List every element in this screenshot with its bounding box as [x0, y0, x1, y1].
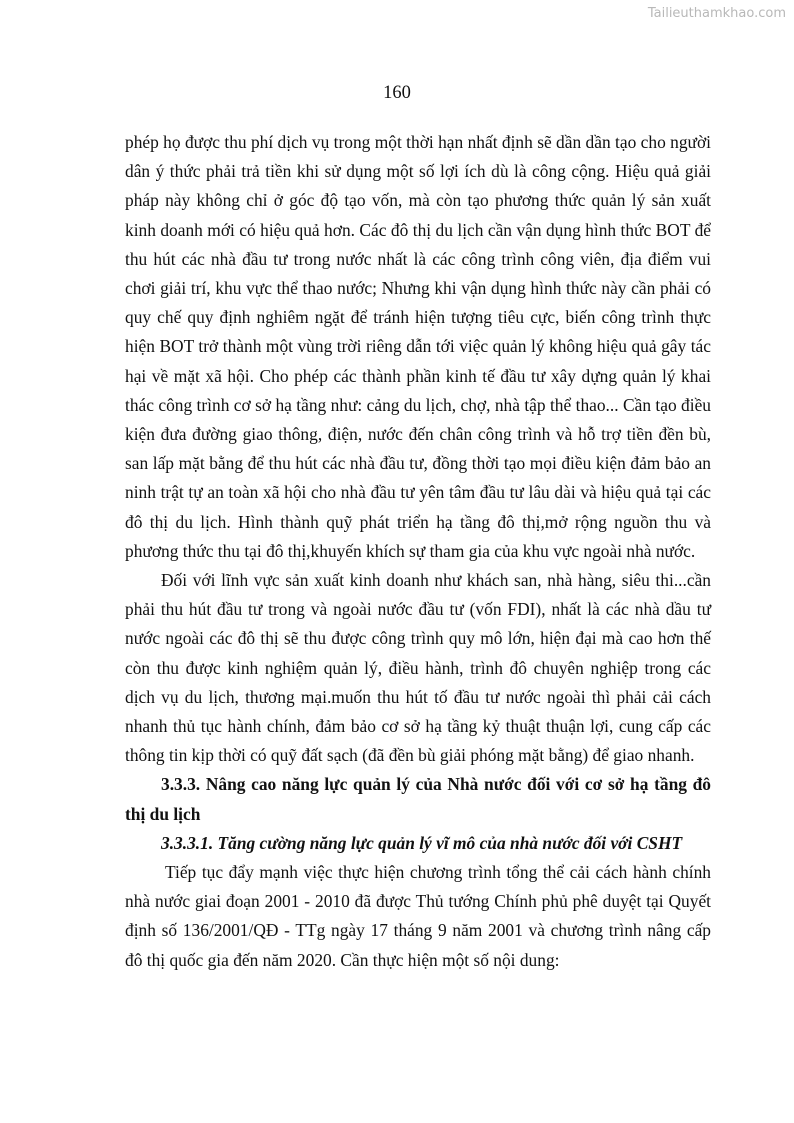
page-number: 160	[383, 83, 411, 103]
section-heading-3-3-3: 3.3.3. Nâng cao năng lực quản lý của Nhà nước đối với cơ sở hạ tầng đô thị du lịch	[125, 774, 711, 824]
subsection-heading-3-3-3-1: 3.3.3.1. Tăng cường năng lực quản lý vĩ mô của nhà nước đối với CSHT	[161, 832, 683, 853]
watermark: Tailieuthamkhao.com	[647, 6, 786, 21]
paragraph-fdi-investment: Đối với lĩnh vực sản xuất kinh doanh như khách san, nhà hàng, siêu thi...cần phải thu hút đầu tư trong và ngoài nước đầu tư (vốn FDI), nhất là các nhà dầu tư nước ngoài các đô thị sẽ thu được công trình quy mô lớn, hiện đại mà cao hơn thế còn thu được kinh nghiệm quản lý, điều hành, trình đô chuyên nghiệp trong các dịch vụ du lịch, thương mại.muốn thu hút tố đầu tư nước ngoài thì phải cải cách nhanh thủ tục hành chính, đảm bảo cơ sở hạ tầng kỷ thuật thuận lợi, cung cấp các thông tin kịp thời có quỹ đất sạch (đã đền bù giải phóng mặt bằng) để giao nhanh.	[125, 570, 711, 766]
document-body	[125, 128, 711, 975]
paragraph-bot-financing: phép họ được thu phí dịch vụ trong một thời hạn nhất định sẽ dần dần tạo cho người dân ý thức phải trả tiền khi sử dụng một số lợi ích dù là công cộng. Hiệu quả giải pháp này không chỉ ở góc độ tạo vốn, mà còn tạo phương thức quản lý sản xuất kinh doanh mới có hiệu quả hơn. Các đô thị du lịch cần vận dụng hình thức BOT để thu hút các nhà đầu tư trong nước nhất là các công trình công viên, địa điểm vui chơi giải trí, khu vực thể thao nước; Nhưng khi vận dụng hình thức này cần phải có quy chế quy định nghiêm ngặt để tránh hiện tượng tiêu cực, biến công trình thực hiện BOT trở thành một vùng trời riêng dẫn tới việc quản lý không hiệu quả gây tác hại về mặt xã hội. Cho phép các thành phần kinh tế đầu tư xây dựng quản lý khai thác công trình cơ sở hạ tầng như: cảng du lịch, chợ, nhà tập thể thao... Cần tạo điều kiện đưa đường giao thông, điện, nước đến chân công trình và hỗ trợ tiền đền bù, san lấp mặt bằng để thu hút các nhà đầu tư, đồng thời tạo mọi điều kiện đảm bảo an ninh trật tự an toàn xã hội cho nhà đầu tư yên tâm đầu tư lâu dài và hiệu quả tại các đô thị du lịch. Hình thành quỹ phát triển hạ tầng đô thị,mở rộng nguồn thu và phương thức thu tại đô thị,khuyến khích sự tham gia của khu vực ngoài nhà nước.	[125, 132, 711, 561]
paragraph-admin-reform: Tiếp tục đẩy mạnh việc thực hiện chương trình tổng thể cải cách hành chính nhà nước giai đoạn 2001 - 2010 đã được Thủ tướng Chính phủ phê duyệt tại Quyết định số 136/2001/QĐ - TTg ngày 17 tháng 9 năm 2001 và chương trình nâng cấp đô thị quốc gia đến năm 2020. Cần thực hiện một số nội dung:	[125, 862, 711, 970]
